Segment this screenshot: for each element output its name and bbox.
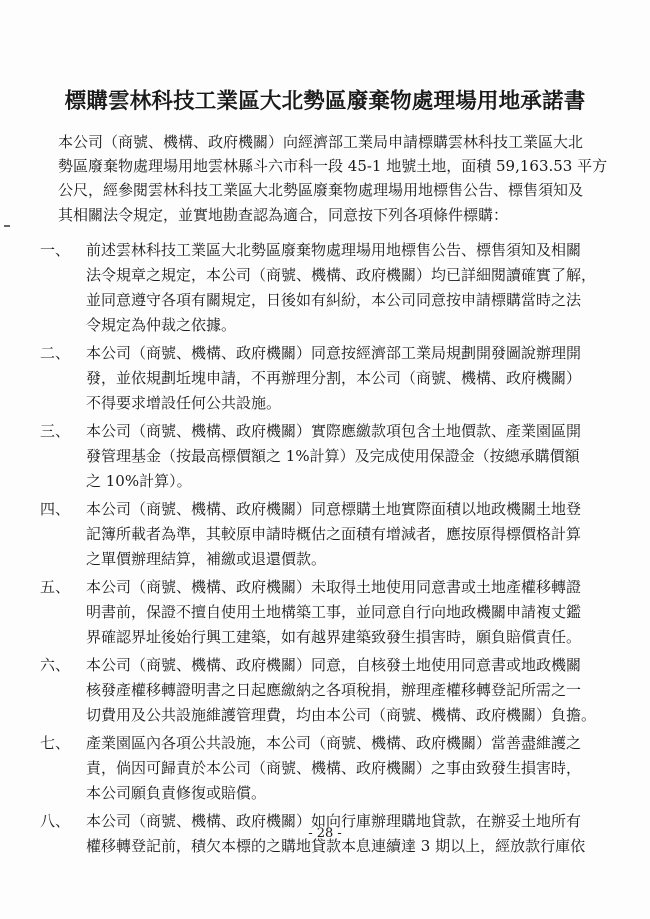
condition-item-4 <box>40 497 610 572</box>
condition-item-3 <box>40 419 610 494</box>
item-line: 核發產權移轉證明書之日起應繳納之各項稅捐，辦理產權移轉登記所需之一 <box>86 681 582 699</box>
item-line: 明書前，保證不擅自使用土地構築工事，並同意自行向地政機關申請複丈鑑 <box>86 603 582 621</box>
item-text <box>86 575 610 650</box>
item-line: 本公司（商號、機構、政府機關）實際應繳款項包含土地價款、產業園區開 <box>86 422 582 440</box>
item-line: 令規定為仲裁之依據。 <box>86 316 237 334</box>
scan-margin-mark <box>4 225 10 227</box>
item-line: 並同意遵守各項有關規定，日後如有糾紛，本公司同意按申請標購當時之法 <box>86 291 582 309</box>
intro-line: 勢區廢棄物處理場用地雲林縣斗六市科一段 45-1 地號土地，面積 59,163.53 平方 <box>58 157 608 176</box>
item-text <box>86 653 610 728</box>
item-text <box>86 731 610 806</box>
item-line: 之單價辦理結算，補繳或退還價款。 <box>86 550 327 568</box>
item-text <box>86 238 610 338</box>
condition-item-1 <box>40 238 610 338</box>
intro-line: 公尺，經參閱雲林科技工業區大北勢區廢棄物處理場用地標售公告、標售須知及 <box>58 181 584 200</box>
item-line: 不得要求增設任何公共設施。 <box>86 394 282 412</box>
item-line: 本公司（商號、機構、政府機關）同意標購土地實際面積以地政機關土地登 <box>86 500 582 518</box>
item-line: 本公司（商號、機構、政府機關）未取得土地使用同意書或土地產權移轉證 <box>86 578 582 596</box>
item-line: 本公司（商號、機構、政府機關）同意，自核發土地使用同意書或地政機關 <box>86 656 582 674</box>
item-number: 二、 <box>40 344 71 362</box>
item-number: 四、 <box>40 500 71 518</box>
item-line: 發，並依規劃坵塊申請，不再辦理分割，本公司（商號、機構、政府機關） <box>86 369 582 387</box>
item-line: 本公司願負責修復或賠償。 <box>86 784 267 802</box>
item-line: 發管理基金（按最高標價額之 1%計算）及完成使用保證金（按總承購價額 <box>86 447 580 465</box>
condition-item-7 <box>40 731 610 806</box>
intro-paragraph <box>58 130 610 227</box>
item-text <box>86 497 610 572</box>
intro-line: 其相關法令規定，並實地勘查認為適合，同意按下列各項條件標購： <box>58 205 509 224</box>
item-number: 五、 <box>40 578 71 596</box>
item-text <box>86 419 610 494</box>
condition-item-2 <box>40 341 610 416</box>
item-line: 產業園區內各項公共設施，本公司（商號、機構、政府機關）當善盡維護之 <box>86 734 582 752</box>
document-title: 標購雲林科技工業區大北勢區廢棄物處理場用地承諾書 <box>64 89 586 114</box>
item-number: 六、 <box>40 656 71 674</box>
page-number: - 28 - <box>308 826 342 841</box>
item-line: 責，倘因可歸責於本公司（商號、機構、政府機關）之事由致發生損害時， <box>86 759 582 777</box>
item-number: 七、 <box>40 734 71 752</box>
item-text <box>86 341 610 416</box>
intro-line: 本公司（商號、機構、政府機關）向經濟部工業局申請標購雲林科技工業區大北 <box>58 133 584 151</box>
item-line: 本公司（商號、機構、政府機關）如向行庫辦理購地貸款，在辦妥土地所有 <box>86 812 582 830</box>
item-line: 本公司（商號、機構、政府機關）同意按經濟部工業局規劃開發圖說辦理開 <box>86 344 582 362</box>
item-number: 三、 <box>40 422 71 440</box>
item-line: 權移轉登記前，積欠本標的之購地貸款本息連續達 3 期以上，經放款行庫依 <box>86 837 586 855</box>
item-line: 之 10%計算）。 <box>86 472 192 490</box>
item-line: 界確認界址後始行興工建築，如有越界建築致發生損害時，願負賠償責任。 <box>86 628 582 646</box>
condition-list <box>40 238 610 862</box>
item-line: 法令規章之規定，本公司（商號、機構、政府機關）均已詳細閱讀確實了解， <box>86 266 597 284</box>
item-number: 八、 <box>40 812 71 830</box>
item-number: 一、 <box>40 241 71 259</box>
item-line: 記簿所載者為準，其較原申請時概估之面積有增減者，應按原得標價格計算 <box>86 525 582 543</box>
item-line: 前述雲林科技工業區大北勢區廢棄物處理場用地標售公告、標售須知及相關 <box>86 241 582 259</box>
condition-item-5 <box>40 575 610 650</box>
item-line: 切費用及公共設施維護管理費，均由本公司（商號、機構、政府機關）負擔。 <box>86 706 597 724</box>
condition-item-6 <box>40 653 610 728</box>
